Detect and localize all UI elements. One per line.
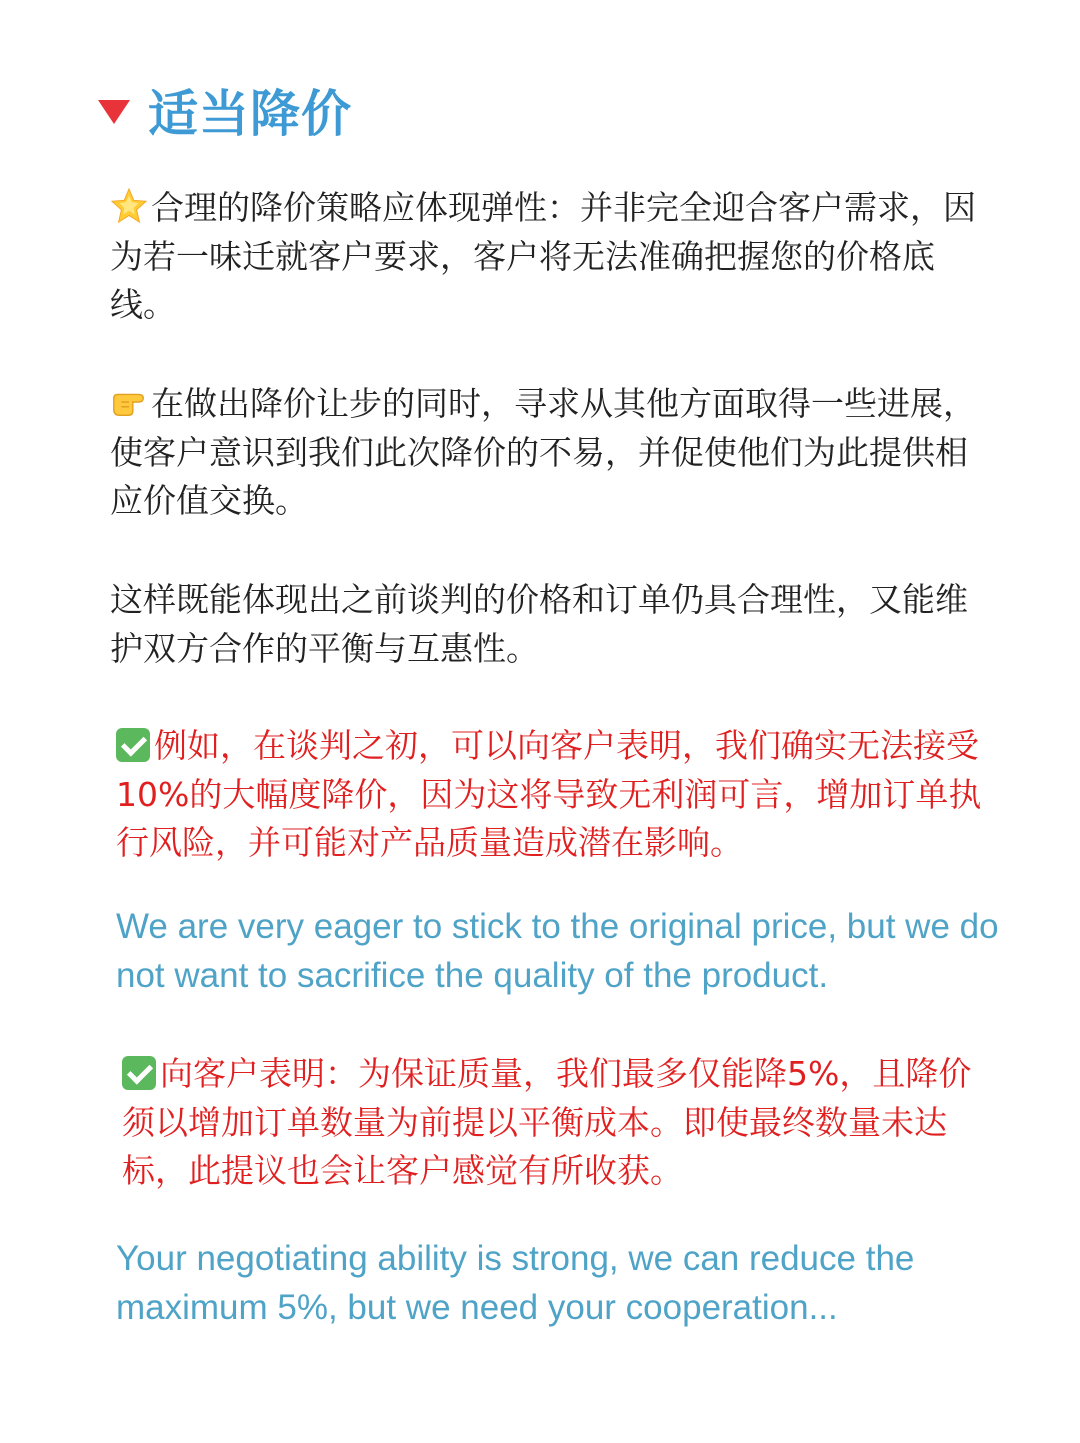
red-down-triangle-icon xyxy=(98,100,130,124)
check-mark-button-icon xyxy=(122,1056,156,1090)
paragraph-elasticity xyxy=(110,184,990,330)
paragraph-text: 向客户表明：为保证质量，我们最多仅能降5%，且降价须以增加订单数量为前提以平衡成本。即使最终数量未达标，此提议也会让客户感觉有所收获。 xyxy=(122,1054,972,1190)
english-sentence-original-price: We are very eager to stick to the original price, but we do not want to sacrifice the quality of the product. xyxy=(116,907,999,995)
section-heading xyxy=(98,74,352,146)
paragraph-text: 例如，在谈判之初，可以向客户表明，我们确实无法接受10%的大幅度降价，因为这将导致无利润可言，增加订单执行风险，并可能对产品质量造成潜在影响。 xyxy=(116,726,982,862)
glowing-star-icon xyxy=(110,187,148,225)
paragraph-balance: 这样既能体现出之前谈判的价格和订单仍具合理性，又能维护双方合作的平衡与互惠性。 xyxy=(110,580,968,668)
heading-title: 适当降价 xyxy=(148,85,352,143)
paragraph-example xyxy=(116,722,1006,868)
paragraph-text: 合理的降价策略应体现弹性：并非完全迎合客户需求，因为若一味迁就客户要求，客户将无法准确把握您的价格底线。 xyxy=(110,188,976,324)
check-mark-button-icon xyxy=(116,728,150,762)
pointing-hand-icon xyxy=(110,383,148,421)
paragraph-text: 在做出降价让步的同时，寻求从其他方面取得一些进展，使客户意识到我们此次降价的不易，并促使他们为此提供相应价值交换。 xyxy=(110,384,976,520)
paragraph-concession xyxy=(110,380,990,526)
english-sentence-cooperation: Your negotiating ability is strong, we can reduce the maximum 5%, but we need your cooperation... xyxy=(116,1239,915,1327)
paragraph-five-percent xyxy=(122,1050,1002,1196)
